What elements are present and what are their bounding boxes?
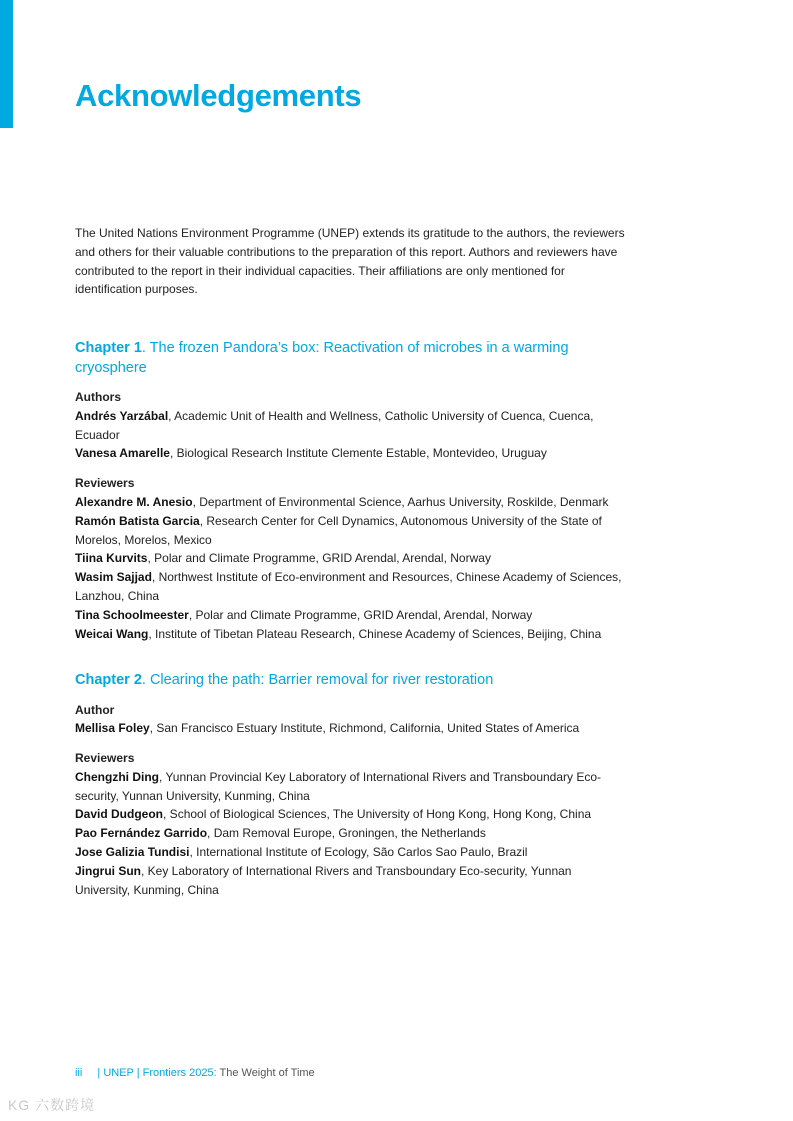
chapter-title-text: . The frozen Pandora’s box: Reactivation of microbes in a warming cryosphere bbox=[75, 340, 569, 376]
contributor-entry bbox=[75, 568, 627, 606]
contributor-affiliation: , Department of Environmental Science, Aarhus University, Roskilde, Denmark bbox=[192, 494, 609, 509]
contributor-name: Alexandre M. Anesio bbox=[75, 494, 193, 509]
contributor-name: Andrés Yarzábal bbox=[75, 408, 169, 423]
contributor-entry bbox=[75, 768, 627, 806]
intro-paragraph: The United Nations Environment Programme (UNEP) extends its gratitude to the authors, the reviewers and others for their valuable contributions to the preparation of this report. Authors and reviewers have contributed to the report in their individual capacities. Their affiliations are only mentioned for identification purposes. bbox=[75, 226, 625, 297]
contributor-name: Chengzhi Ding bbox=[75, 769, 159, 784]
chapter-title bbox=[75, 339, 627, 378]
contributor-affiliation: , Yunnan Provincial Key Laboratory of International Rivers and Transboundary Eco-security, Yunnan University, Kunming, China bbox=[75, 769, 602, 803]
contributor-entry bbox=[75, 549, 627, 568]
contributor-name: David Dudgeon bbox=[75, 807, 164, 822]
contributor-entry bbox=[75, 606, 627, 625]
group-label: Reviewers bbox=[75, 751, 135, 766]
chapter-number: Chapter 2 bbox=[75, 672, 142, 688]
contributor-entry bbox=[75, 805, 627, 824]
contributor-affiliation: , Key Laboratory of International Rivers and Transboundary Eco-security, Yunnan University, Kunming, China bbox=[75, 863, 572, 897]
contributor-name: Wasim Sajjad bbox=[75, 570, 152, 585]
contributor-name: Tina Schoolmeester bbox=[75, 607, 189, 622]
contributor-name: Pao Fernández Garrido bbox=[75, 826, 208, 841]
contributor-group bbox=[75, 474, 627, 643]
group-label: Author bbox=[75, 702, 115, 717]
contributor-affiliation: , San Francisco Estuary Institute, Richmond, California, United States of America bbox=[149, 721, 580, 736]
contributor-entry bbox=[75, 824, 627, 843]
contributor-entry bbox=[75, 493, 627, 512]
group-label: Reviewers bbox=[75, 476, 135, 491]
chapter-2-section bbox=[75, 671, 627, 899]
contributor-name: Tiina Kurvits bbox=[75, 551, 148, 566]
contributor-name: Vanesa Amarelle bbox=[75, 446, 170, 461]
accent-bar bbox=[0, 0, 13, 128]
contributor-affiliation: , Academic Unit of Health and Wellness, Catholic University of Cuenca, Cuenca, Ecuador bbox=[75, 408, 594, 442]
contributor-entry bbox=[75, 407, 627, 445]
contributor-affiliation: , School of Biological Sciences, The University of Hong Kong, Hong Kong, China bbox=[163, 807, 592, 822]
contributor-affiliation: , Biological Research Institute Clemente Estable, Montevideo, Uruguay bbox=[169, 446, 547, 461]
contributor-name: Ramón Batista Garcia bbox=[75, 513, 200, 528]
contributor-entry bbox=[75, 862, 627, 900]
footer-subtitle: The Weight of Time bbox=[216, 1067, 315, 1079]
page-footer bbox=[75, 1067, 315, 1079]
contributor-name: Weicai Wang bbox=[75, 626, 149, 641]
chapter-title-text: . Clearing the path: Barrier removal for river restoration bbox=[141, 672, 494, 688]
contributor-group bbox=[75, 701, 627, 739]
contributor-entry bbox=[75, 444, 627, 463]
contributor-affiliation: , Polar and Climate Programme, GRID Arendal, Arendal, Norway bbox=[188, 607, 533, 622]
contributor-affiliation: , Polar and Climate Programme, GRID Arendal, Arendal, Norway bbox=[147, 551, 491, 566]
contributor-affiliation: , Research Center for Cell Dynamics, Autonomous University of the State of Morelos, Morelos, Mexico bbox=[75, 513, 602, 547]
contributor-affiliation: , Institute of Tibetan Plateau Research, Chinese Academy of Sciences, Beijing, China bbox=[148, 626, 602, 641]
contributor-affiliation: , International Institute of Ecology, São Carlos Sao Paulo, Brazil bbox=[189, 845, 528, 860]
contributor-group bbox=[75, 388, 627, 463]
contributor-name: Mellisa Foley bbox=[75, 721, 150, 736]
contributor-group bbox=[75, 749, 627, 899]
contributor-name: Jingrui Sun bbox=[75, 863, 141, 878]
footer-source: | UNEP | Frontiers 2025: bbox=[97, 1067, 217, 1079]
contributor-entry bbox=[75, 512, 627, 550]
page-title: Acknowledgements bbox=[75, 78, 362, 113]
contributor-entry bbox=[75, 719, 627, 738]
chapter-1-section bbox=[75, 339, 627, 643]
page-number: iii bbox=[75, 1067, 83, 1079]
contributor-affiliation: , Dam Removal Europe, Groningen, the Netherlands bbox=[207, 826, 486, 841]
watermark-logo: KG 六数跨境 bbox=[8, 1097, 96, 1113]
group-label: Authors bbox=[75, 390, 121, 404]
chapter-title bbox=[75, 671, 627, 691]
contributor-entry bbox=[75, 843, 627, 862]
chapter-number: Chapter 1 bbox=[75, 340, 142, 356]
contributor-name: Jose Galizia Tundisi bbox=[75, 845, 190, 860]
contributor-affiliation: , Northwest Institute of Eco-environment and Resources, Chinese Academy of Sciences, Lanzhou, China bbox=[75, 570, 622, 603]
contributor-entry bbox=[75, 625, 627, 644]
